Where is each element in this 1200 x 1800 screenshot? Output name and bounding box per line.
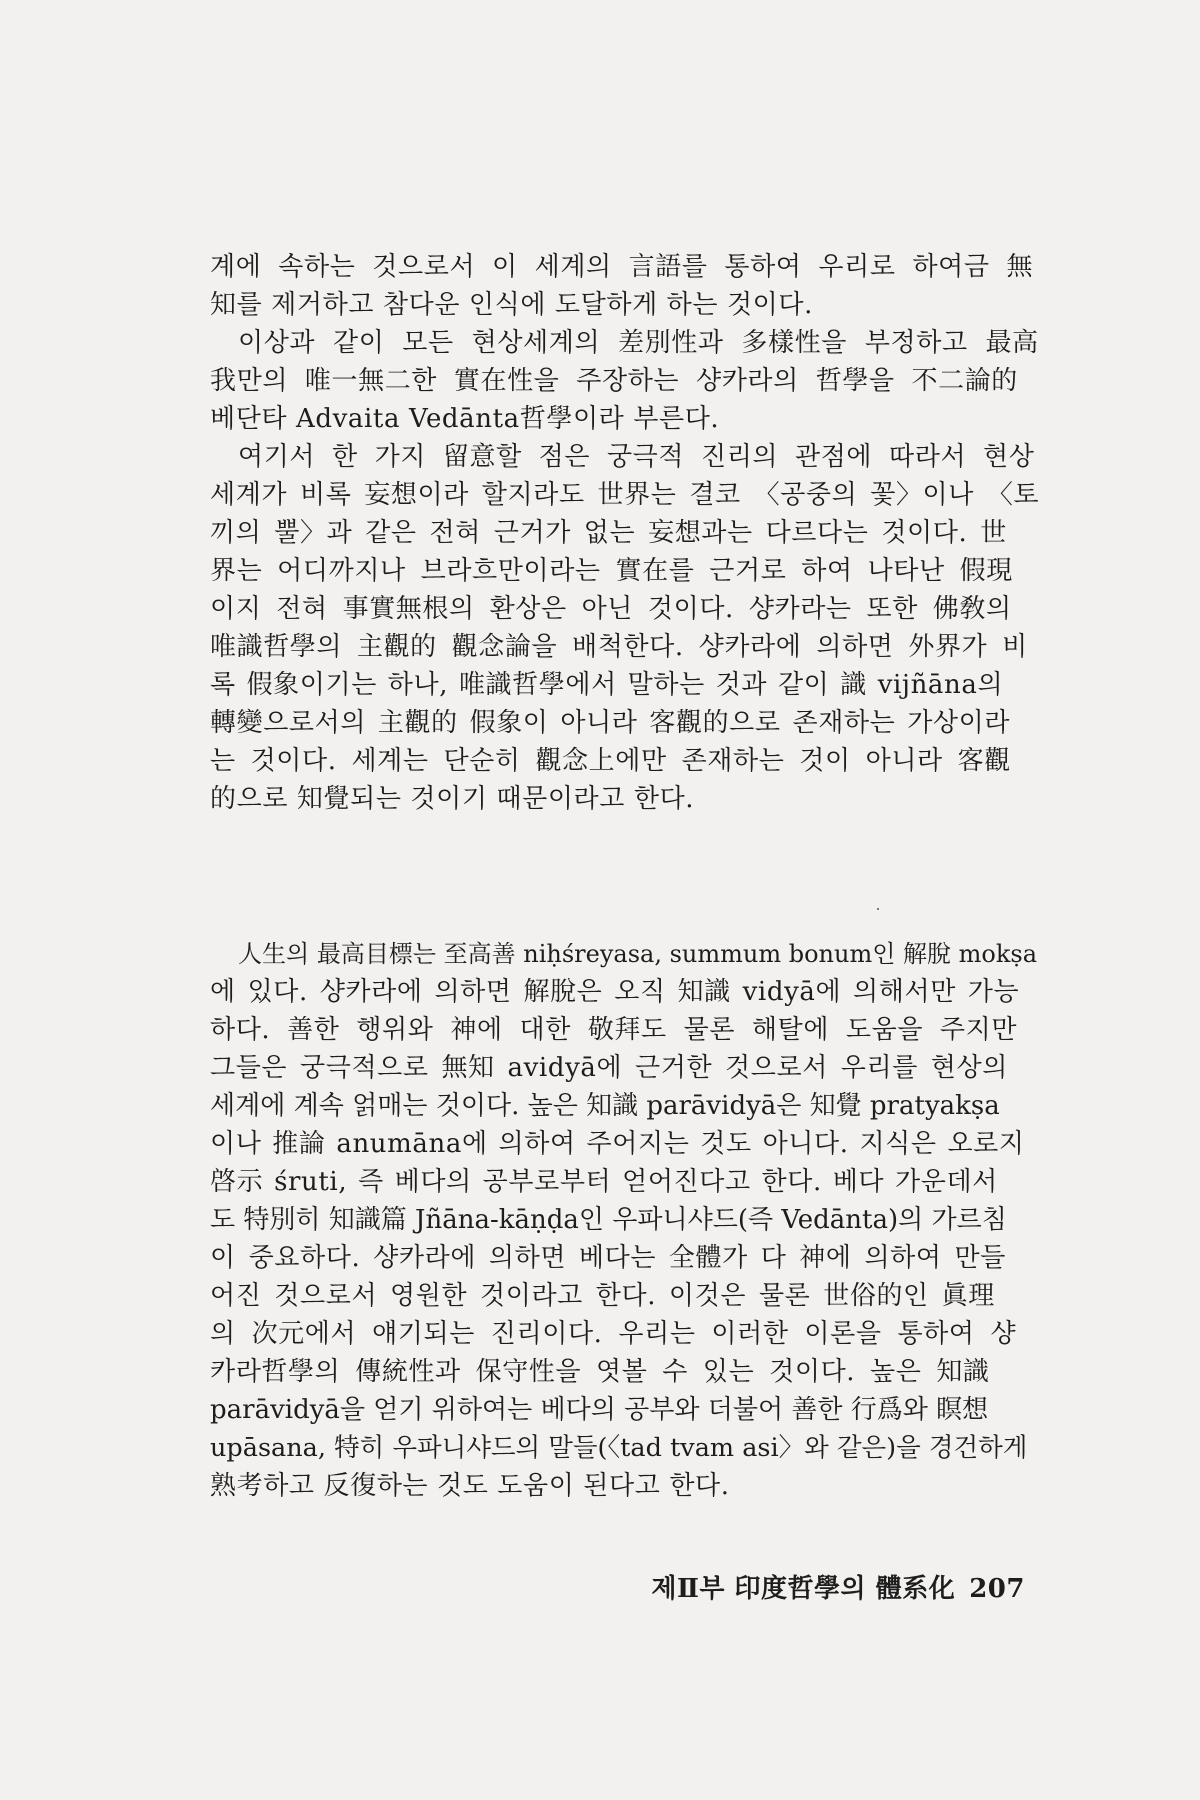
text-line: 熟考하고 反復하는 것도 도움이 된다고 한다.: [210, 1471, 730, 1501]
text-line: 하다. 善한 행위와 神에 대한 敬拜도 물론 해탈에 도움을 주지만: [210, 1015, 1018, 1045]
text-line: 啓示 śruti, 즉 베다의 공부로부터 얻어진다고 한다. 베다 가운데서: [210, 1167, 998, 1197]
page-footer: [651, 1568, 1025, 1605]
text-line: 的으로 知覺되는 것이기 때문이라고 한다.: [210, 784, 695, 814]
text-section-1: [210, 248, 1040, 818]
text-line: 轉變으로서의 主觀的 假象이 아니라 客觀的으로 존재하는 가상이라: [210, 708, 1011, 738]
text-line: 는 것이다. 세계는 단순히 觀念上에만 존재하는 것이 아니라 客觀: [210, 746, 1011, 776]
text-line: 이나 推論 anumāna에 의하여 주어지는 것도 아니다. 지식은 오로지: [210, 1129, 1025, 1159]
text-section-2: [210, 935, 1040, 1505]
text-line: 에 있다. 샹카라에 의하면 解脫은 오직 知識 vidyā에 의해서만 가능: [210, 977, 1020, 1007]
text-line: 이 중요하다. 샹카라에 의하면 베다는 全體가 다 神에 의하여 만들: [210, 1243, 1006, 1273]
text-line: 知를 제거하고 참다운 인식에 도달하게 하는 것이다.: [210, 290, 813, 320]
running-head: 제Ⅱ부 印度哲學의 體系化: [651, 1574, 956, 1604]
text-line: 세계에 계속 얽매는 것이다. 높은 知識 parāvidyā은 知覺 pratyakṣa: [210, 1091, 1000, 1121]
paragraph-first-line: 人生의 最高目標는 至高善 niḥśreyasa, summum bonum인 解脫 mokṣa: [238, 940, 1038, 968]
text-line: 끼의 뿔〉과 같은 전혀 근거가 없는 妄想과는 다르다는 것이다. 世: [210, 518, 1007, 548]
text-line: 계에 속하는 것으로서 이 세계의 言語를 통하여 우리로 하여금 無: [210, 252, 1034, 282]
text-line: 록 假象이기는 하나, 唯識哲學에서 말하는 것과 같이 識 vijñāna의: [210, 670, 1004, 700]
text-line: 唯識哲學의 主觀的 觀念論을 배척한다. 샹카라에 의하면 外界가 비: [210, 632, 1028, 662]
text-line: 의 次元에서 얘기되는 진리이다. 우리는 이러한 이론을 통하여 샹: [210, 1319, 1017, 1349]
text-line: 카라哲學의 傳統性과 保守性을 엿볼 수 있는 것이다. 높은 知識: [210, 1357, 990, 1387]
text-line: upāsana, 特히 우파니샤드의 말들(〈tad tvam asi〉와 같은)을 경건하게: [210, 1433, 1028, 1463]
text-line: 이지 전혀 事實無根의 환상은 아닌 것이다. 샹카라는 또한 佛敎의: [210, 594, 1012, 624]
text-line: 그들은 궁극적으로 無知 avidyā에 근거한 것으로서 우리를 현상의: [210, 1053, 1008, 1083]
text-line: 베단타 Advaita Vedānta哲學이라 부른다.: [210, 404, 720, 434]
print-speck: [877, 908, 879, 910]
text-line: 어진 것으로서 영원한 것이라고 한다. 이것은 물론 世俗的인 眞理: [210, 1281, 995, 1311]
page-number: 207: [969, 1574, 1025, 1604]
text-line: 我만의 唯一無二한 實在性을 주장하는 샹카라의 哲學을 不二論的: [210, 366, 1018, 396]
text-line: parāvidyā을 얻기 위하여는 베다의 공부와 더불어 善한 行爲와 瞑想: [210, 1395, 989, 1425]
paragraph-first-line: 이상과 같이 모든 현상세계의 差別性과 多樣性을 부정하고 最高: [238, 328, 1039, 358]
text-line: 도 特別히 知識篇 Jñāna-kāṇḍa인 우파니샤드(즉 Vedānta)의 가르침: [210, 1205, 1007, 1235]
text-line: 세계가 비록 妄想이라 할지라도 世界는 결코 〈공중의 꽃〉이나 〈토: [210, 480, 1040, 510]
text-line: 界는 어디까지나 브라흐만이라는 實在를 근거로 하여 나타난 假現: [210, 556, 1013, 586]
paragraph-first-line: 여기서 한 가지 留意할 점은 궁극적 진리의 관점에 따라서 현상: [238, 442, 1035, 472]
